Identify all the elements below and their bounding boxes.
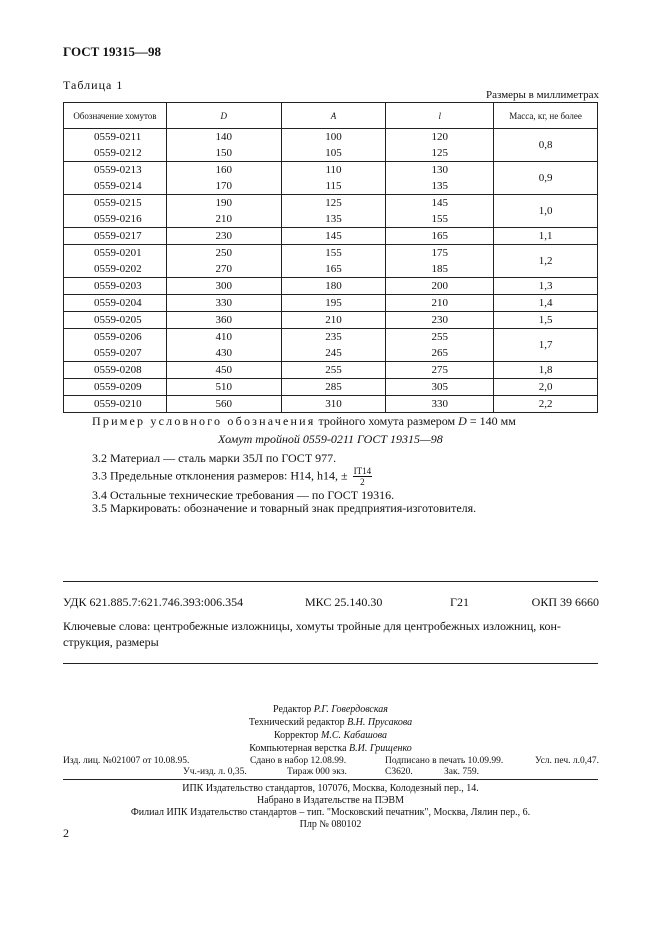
cell-a: 115 <box>281 178 386 195</box>
cell-code: 0559-0205 <box>64 312 167 329</box>
table-row <box>64 129 598 146</box>
col-header-a: A <box>281 103 386 129</box>
page-number: 2 <box>63 826 69 840</box>
editor-line <box>0 703 661 716</box>
cell-a: 165 <box>281 261 386 278</box>
mks-code: МКС 25.140.30 <box>305 595 383 609</box>
editor-role: Редактор <box>273 704 312 715</box>
table-row <box>64 162 598 179</box>
cell-d: 560 <box>166 396 281 413</box>
cell-d: 430 <box>166 345 281 362</box>
example-lead: Пример условного обозначения <box>92 414 316 428</box>
cell-l: 330 <box>386 396 494 413</box>
cell-mass: 0,9 <box>494 162 598 195</box>
document-header: ГОСТ 19315—98 <box>63 44 162 59</box>
publisher-line: Плр № 080102 <box>299 819 362 830</box>
cell-mass: 1,4 <box>494 295 598 312</box>
cell-d: 450 <box>166 362 281 379</box>
cell-d: 410 <box>166 329 281 346</box>
cell-l: 230 <box>386 312 494 329</box>
cell-l: 255 <box>386 329 494 346</box>
item-3-4: 3.4 Остальные технические требования — по ГОСТ 19316. <box>92 488 395 502</box>
table-row <box>64 329 598 346</box>
example-value: = 140 мм <box>469 414 516 428</box>
cell-a: 135 <box>281 211 386 228</box>
table-row <box>64 312 598 329</box>
cell-code: 0559-0201 <box>64 245 167 262</box>
imprint-divider <box>63 779 598 780</box>
cell-d: 330 <box>166 295 281 312</box>
cell-a: 235 <box>281 329 386 346</box>
table-row <box>64 228 598 245</box>
example-designation: Хомут тройной 0559-0211 ГОСТ 19315—98 <box>218 432 443 446</box>
cell-a: 245 <box>281 345 386 362</box>
dimensions-table <box>63 102 598 413</box>
cell-l: 155 <box>386 211 494 228</box>
imprint-signed: Подписано в печать 10.09.99. <box>385 756 504 766</box>
cell-d: 270 <box>166 261 281 278</box>
cell-mass: 1,2 <box>494 245 598 278</box>
table-row <box>64 245 598 262</box>
cell-mass: 1,5 <box>494 312 598 329</box>
imprint-license: Изд. лиц. №021007 от 10.08.95. <box>63 756 190 766</box>
cell-a: 125 <box>281 195 386 212</box>
editor-name: Р.Г. Говердовская <box>313 704 388 715</box>
imprint-zak: Зак. 759. <box>444 767 479 777</box>
divider-top <box>63 581 598 582</box>
layout-role: Компьютерная верстка <box>249 743 347 754</box>
cell-d: 140 <box>166 129 281 146</box>
cell-code: 0559-0215 <box>64 195 167 212</box>
cell-l: 265 <box>386 345 494 362</box>
cell-mass: 1,0 <box>494 195 598 228</box>
cell-code: 0559-0212 <box>64 145 167 162</box>
table-row <box>64 379 598 396</box>
table-row <box>64 362 598 379</box>
divider-bottom <box>63 663 598 664</box>
table-row <box>64 396 598 413</box>
units-note: Размеры в миллиметрах <box>486 89 599 101</box>
imprint-sent: Сдано в набор 12.08.99. <box>250 756 347 766</box>
publisher-block <box>0 783 661 831</box>
g-code: Г21 <box>450 595 469 609</box>
table-row <box>64 278 598 295</box>
fraction-denominator: 2 <box>360 477 365 487</box>
cell-d: 160 <box>166 162 281 179</box>
cell-code: 0559-0208 <box>64 362 167 379</box>
cell-l: 305 <box>386 379 494 396</box>
cell-a: 210 <box>281 312 386 329</box>
editors-block <box>0 703 661 755</box>
col-header-l: l <box>386 103 494 129</box>
tech-editor-role: Технический редактор <box>248 717 345 728</box>
cell-l: 125 <box>386 145 494 162</box>
table-label: Таблица 1 <box>63 78 124 92</box>
cell-l: 145 <box>386 195 494 212</box>
col-header-mass: Масса, кг, не более <box>494 103 598 129</box>
cell-d: 510 <box>166 379 281 396</box>
keywords-line: струкция, размеры <box>63 635 159 649</box>
cell-a: 180 <box>281 278 386 295</box>
table-row <box>64 295 598 312</box>
cell-l: 275 <box>386 362 494 379</box>
layout-name: В.И. Грищенко <box>349 743 412 754</box>
publisher-line: Набрано в Издательстве на ПЭВМ <box>257 795 404 806</box>
example-text: тройного хомута размером <box>318 414 456 428</box>
cell-mass: 1,8 <box>494 362 598 379</box>
publisher-line: Филиал ИПК Издательство стандартов – тип. "Московский печатник", Москва, Лялин пер., 6. <box>130 807 531 818</box>
cell-d: 170 <box>166 178 281 195</box>
cell-l: 135 <box>386 178 494 195</box>
cell-a: 255 <box>281 362 386 379</box>
tolerance-fraction <box>353 466 373 487</box>
cell-d: 300 <box>166 278 281 295</box>
imprint-usl: Усл. печ. л.0,47. <box>535 756 599 766</box>
cell-code: 0559-0202 <box>64 261 167 278</box>
cell-l: 175 <box>386 245 494 262</box>
cell-mass: 1,1 <box>494 228 598 245</box>
cell-l: 200 <box>386 278 494 295</box>
cell-code: 0559-0211 <box>64 129 167 146</box>
cell-d: 190 <box>166 195 281 212</box>
tech-editor-line <box>0 716 661 729</box>
cell-l: 130 <box>386 162 494 179</box>
item-3-5: 3.5 Маркировать: обозначение и товарный знак предприятия-изготовителя. <box>92 501 477 515</box>
keywords <box>63 618 598 650</box>
col-header-d: D <box>166 103 281 129</box>
cell-code: 0559-0216 <box>64 211 167 228</box>
cell-code: 0559-0214 <box>64 178 167 195</box>
item-3-2: 3.2 Материал — сталь марки 35Л по ГОСТ 977. <box>92 451 337 465</box>
corrector-line <box>0 729 661 742</box>
cell-a: 145 <box>281 228 386 245</box>
cell-a: 105 <box>281 145 386 162</box>
item-3-3-text: 3.3 Предельные отклонения размеров: H14, h14, ± <box>92 468 348 483</box>
imprint-c: С3620. <box>385 767 413 777</box>
cell-a: 110 <box>281 162 386 179</box>
designation-example <box>92 414 516 429</box>
corrector-name: М.С. Кабашова <box>321 730 388 741</box>
publisher-line: ИПК Издательство стандартов, 107076, Москва, Колодезный пер., 14. <box>182 783 479 794</box>
example-var: D <box>458 414 467 428</box>
cell-mass: 1,7 <box>494 329 598 362</box>
cell-code: 0559-0203 <box>64 278 167 295</box>
cell-mass: 2,0 <box>494 379 598 396</box>
cell-code: 0559-0204 <box>64 295 167 312</box>
cell-a: 195 <box>281 295 386 312</box>
cell-mass: 1,3 <box>494 278 598 295</box>
cell-d: 230 <box>166 228 281 245</box>
okp-code: ОКП 39 6660 <box>531 595 599 609</box>
cell-a: 285 <box>281 379 386 396</box>
layout-line <box>0 742 661 755</box>
cell-l: 185 <box>386 261 494 278</box>
cell-d: 250 <box>166 245 281 262</box>
cell-code: 0559-0209 <box>64 379 167 396</box>
cell-code: 0559-0213 <box>64 162 167 179</box>
cell-l: 120 <box>386 129 494 146</box>
imprint-uch: Уч.-изд. л. 0,35. <box>183 767 247 777</box>
cell-l: 165 <box>386 228 494 245</box>
col-header-code: Обозначение хомутов <box>64 103 167 129</box>
tech-editor-name: В.Н. Прусакова <box>347 717 413 728</box>
udk-code: УДК 621.885.7:621.746.393:006.354 <box>63 595 244 609</box>
cell-d: 210 <box>166 211 281 228</box>
table-row <box>64 195 598 212</box>
cell-a: 310 <box>281 396 386 413</box>
cell-code: 0559-0207 <box>64 345 167 362</box>
cell-code: 0559-0206 <box>64 329 167 346</box>
cell-code: 0559-0210 <box>64 396 167 413</box>
cell-d: 360 <box>166 312 281 329</box>
cell-l: 210 <box>386 295 494 312</box>
cell-a: 155 <box>281 245 386 262</box>
cell-a: 100 <box>281 129 386 146</box>
keywords-line: Ключевые слова: центробежные изложницы, хомуты тройные для центробежных изложниц, кон- <box>63 619 561 633</box>
cell-mass: 2,2 <box>494 396 598 413</box>
corrector-role: Корректор <box>273 730 319 741</box>
imprint-tirazh: Тираж 000 экз. <box>287 767 347 777</box>
fraction-numerator: IT14 <box>353 466 372 476</box>
cell-mass: 0,8 <box>494 129 598 162</box>
cell-code: 0559-0217 <box>64 228 167 245</box>
cell-d: 150 <box>166 145 281 162</box>
item-3-3 <box>92 466 372 487</box>
